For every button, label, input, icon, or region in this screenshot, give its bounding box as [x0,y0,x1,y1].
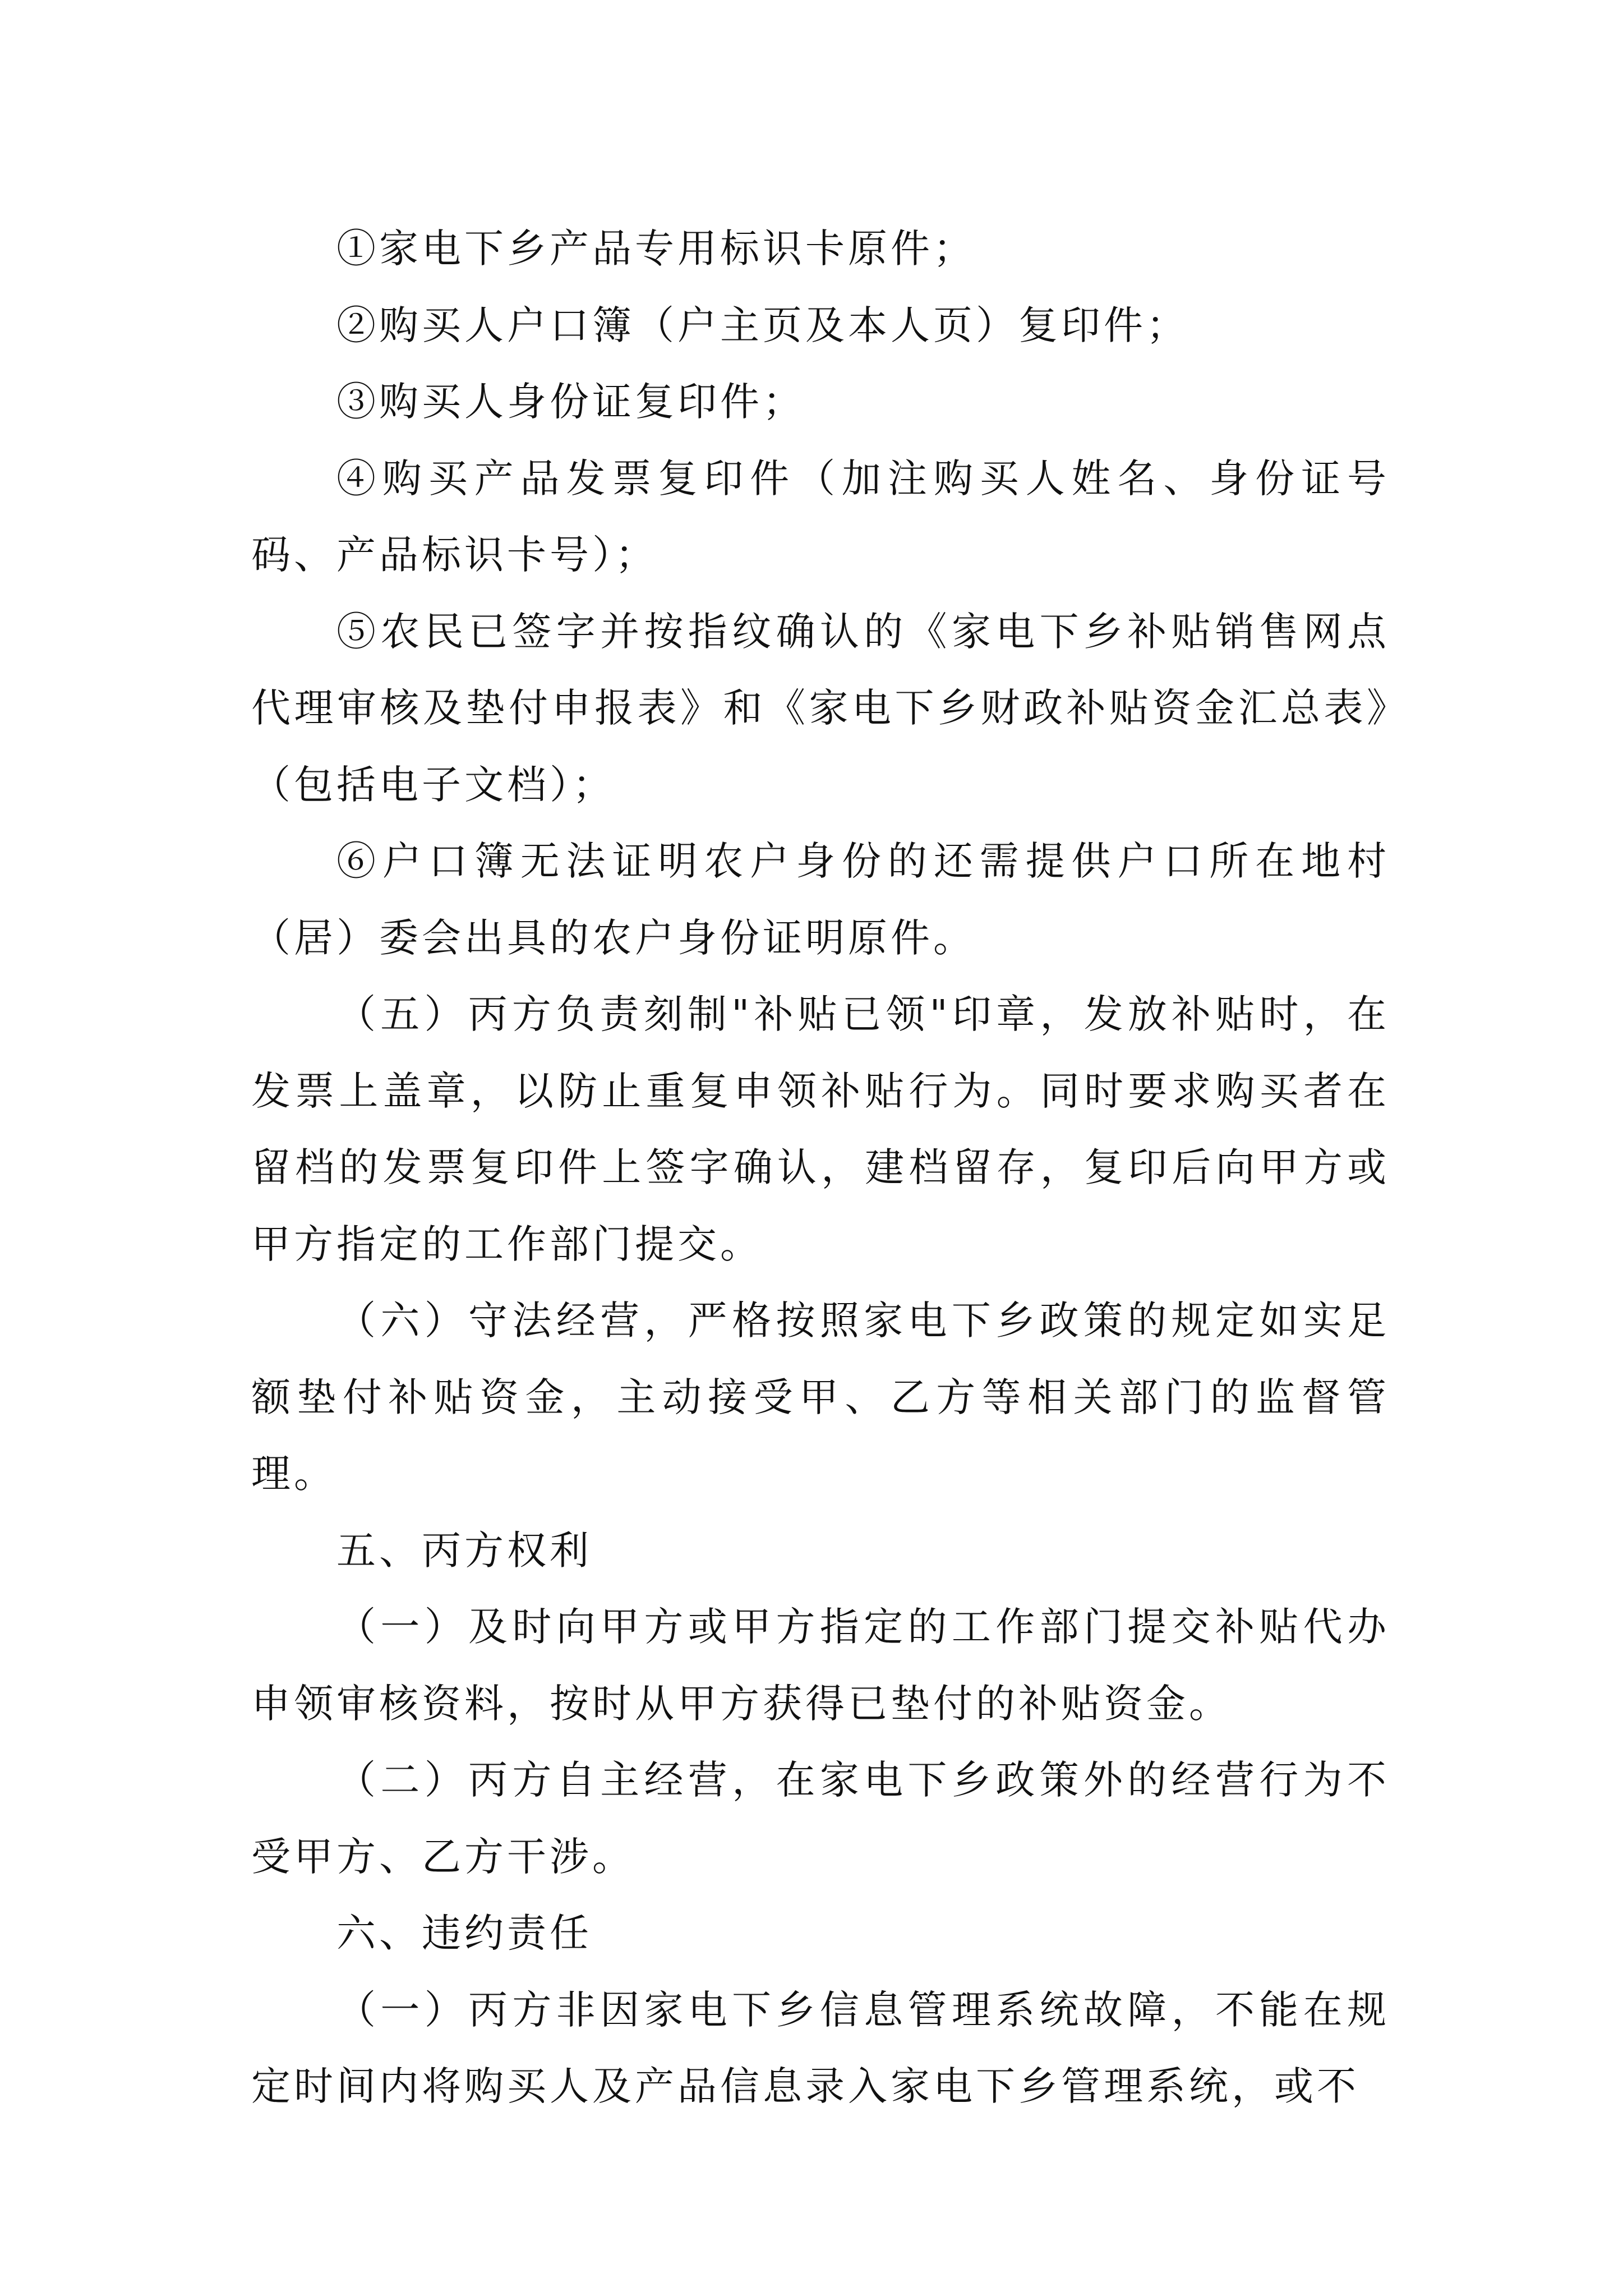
list-item-2: ②购买人户口簿（户主页及本人页）复印件； [336,302,1189,348]
document-body [251,210,1390,2125]
rights-clause-2: （二）丙方自主经营，在家电下乡政策外的经营行为不受甲方、乙方干涉。 [251,1757,1390,1880]
clause-5: （五）丙方负责刻制"补贴已领"印章，发放补贴时，在发票上盖章，以防止重复申领补贴行为。同时要求购买者在留档的发票复印件上签字确认，建档留存，复印后向甲方或甲方指定的工作部门提交。 [251,991,1390,1267]
section-heading-rights: 五、丙方权利 [336,1527,592,1573]
rights-clause-1: （一）及时向甲方或甲方指定的工作部门提交补贴代办申领审核资料，按时从甲方获得已垫付的补贴资金。 [251,1604,1390,1727]
clause-6: （六）守法经营，严格按照家电下乡政策的规定如实足额垫付补贴资金，主动接受甲、乙方等相关部门的监督管理。 [251,1297,1390,1497]
list-item-4: ④购买产品发票复印件（加注购买人姓名、身份证号码、产品标识卡号）； [251,455,1390,578]
liability-clause-1: （一）丙方非因家电下乡信息管理系统故障，不能在规定时间内将购买人及产品信息录入家电下乡管理系统，或不 [251,1986,1390,2109]
list-item-6: ⑥户口簿无法证明农户身份的还需提供户口所在地村（居）委会出具的农户身份证明原件。 [251,838,1390,961]
list-item-3: ③购买人身份证复印件； [336,379,805,425]
list-item-5: ⑤农民已签字并按指纹确认的《家电下乡补贴销售网点代理审核及垫付申报表》和《家电下乡财政补贴资金汇总表》（包括电子文档）； [251,608,1390,808]
section-heading-liability: 六、违约责任 [336,1910,592,1956]
list-item-1: ①家电下乡产品专用标识卡原件； [336,226,976,272]
